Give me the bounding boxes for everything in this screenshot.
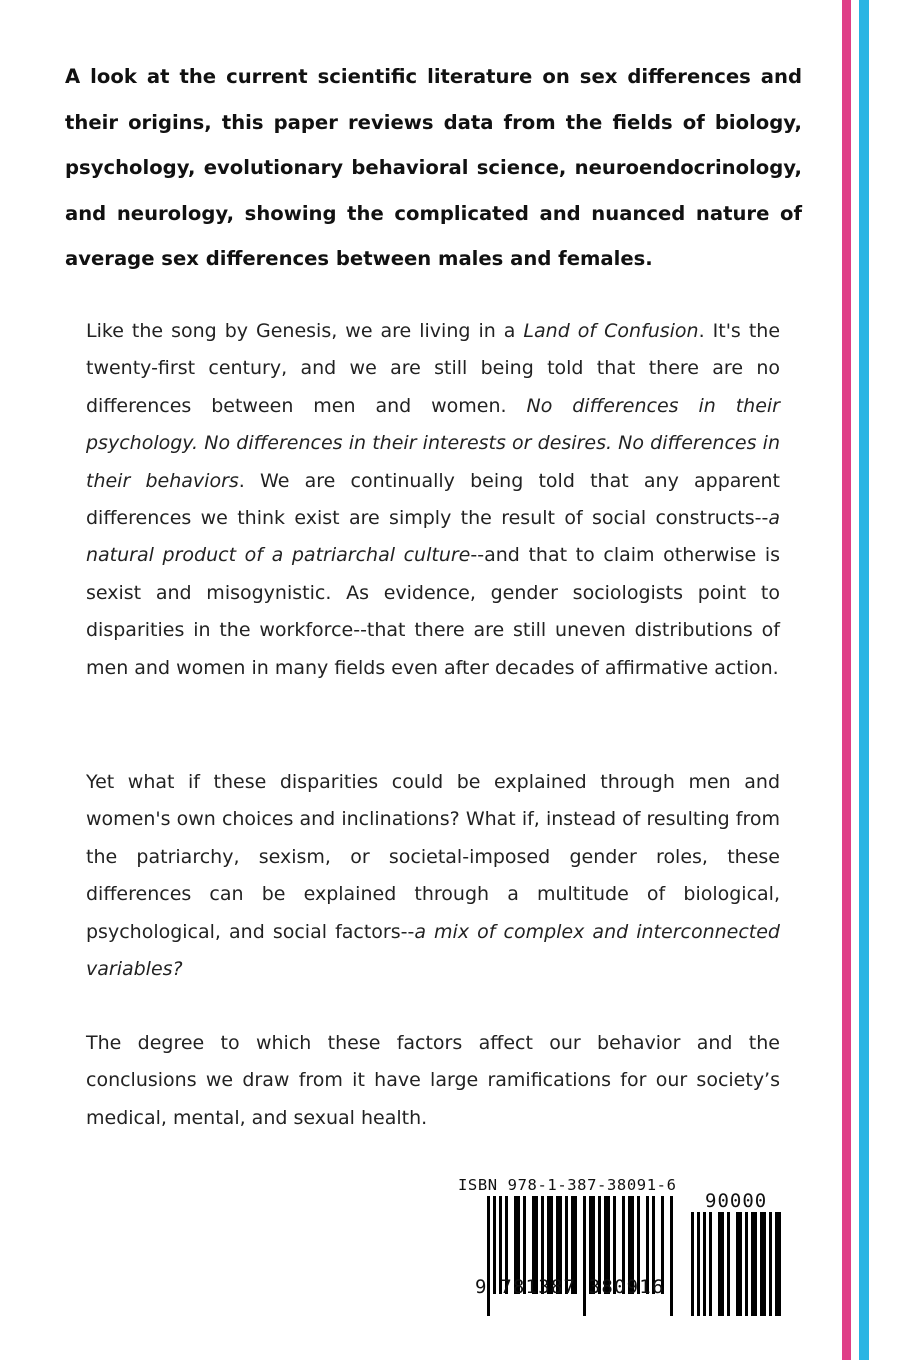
barcode-bar bbox=[487, 1196, 490, 1316]
barcode-bar bbox=[583, 1196, 586, 1316]
price-code: 90000 bbox=[705, 1190, 768, 1212]
body-paragraph-1: Like the song by Genesis, we are living in a Land of Confusion. It's the twenty-first century, and we are still being told that there are no differences between men and women. No differences in their psychology. No differences in their interests or desires. No differences in their behaviors. We are continually being told that any apparent differences we think exist are simply the result of social constructs--a natural product of a patriarchal culture--and that to claim otherwise is sexist and misogynistic. As evidence, gender sociologists point to disparities in the workforce--that there are still uneven distributions of men and women in many fields even after decades of affirmative action. bbox=[86, 320, 781, 679]
barcode-bar bbox=[769, 1212, 772, 1316]
barcode-bar bbox=[745, 1212, 748, 1316]
blue-stripe bbox=[859, 0, 869, 1360]
barcode-bar bbox=[709, 1212, 712, 1316]
barcode-bar bbox=[718, 1212, 724, 1316]
barcode-bar bbox=[736, 1212, 742, 1316]
barcode-bar bbox=[751, 1212, 757, 1316]
barcode-bar bbox=[670, 1196, 673, 1316]
barcode-bar bbox=[703, 1212, 706, 1316]
ean-digits: 9 781387 380916 bbox=[475, 1276, 665, 1298]
body-paragraph-3: The degree to which these factors affect our behavior and the conclusions we draw from it have large ramifications for our society’s medical, mental, and sexual health. bbox=[86, 1032, 780, 1129]
barcode-bar bbox=[691, 1212, 694, 1316]
isbn-barcode bbox=[455, 1176, 790, 1316]
barcode-bar bbox=[727, 1212, 730, 1316]
barcode-bar bbox=[775, 1212, 781, 1316]
ean-barcode-bars bbox=[487, 1196, 673, 1316]
addon-barcode-bars bbox=[691, 1212, 783, 1316]
isbn-label: ISBN 978-1-387-38091-6 bbox=[458, 1176, 677, 1194]
pink-stripe bbox=[842, 0, 851, 1360]
summary-blurb: A look at the current scientific literature on sex differences and their origins, this paper reviews data from the fields of biology, psychology, evolutionary behavioral science, neuroendocrinology, and neurology, showing the complicated and nuanced nature of average sex differences between males and females. bbox=[65, 65, 802, 270]
barcode-bar bbox=[697, 1212, 700, 1316]
body-paragraph-2: Yet what if these disparities could be explained through men and women's own choices and inclinations? What if, instead of resulting from the patriarchy, sexism, or societal-imposed gender roles, these differences can be explained through a multitude of biological, psychological, and social factors--a mix of complex and interconnected variables? bbox=[86, 771, 780, 981]
barcode-bar bbox=[760, 1212, 766, 1316]
